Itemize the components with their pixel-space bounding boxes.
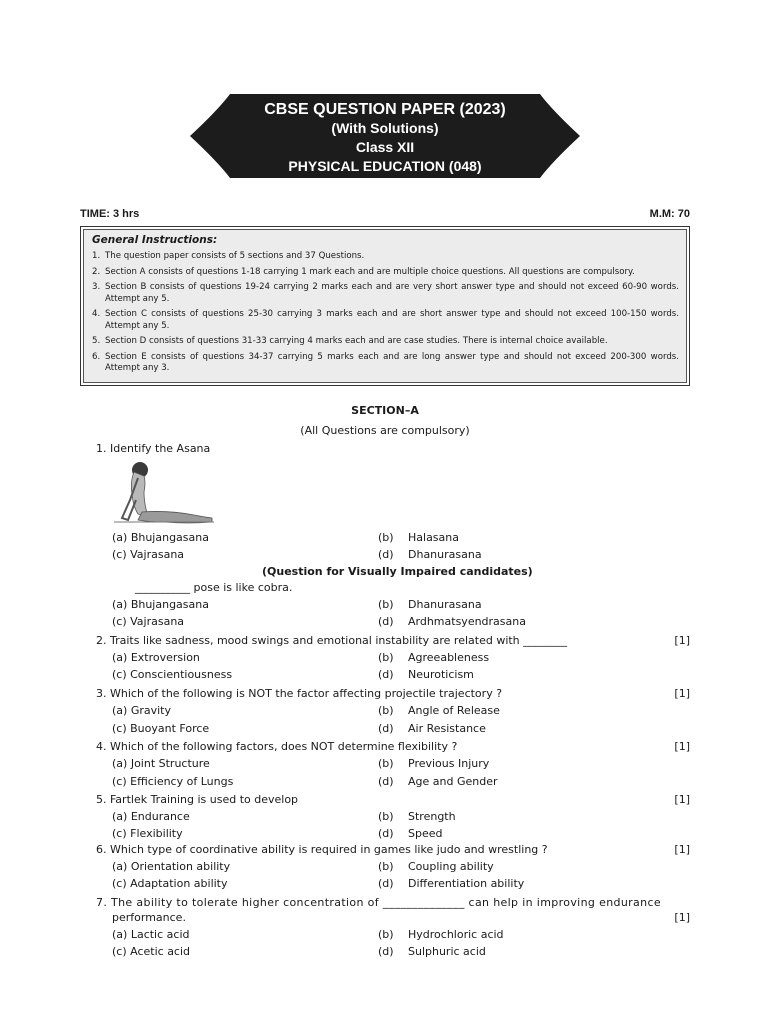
question-2-mark: [1] — [674, 634, 690, 647]
instruction-text: Section E consists of questions 34-37 carrying 5 marks each and are long answer type and should not exceed 200-300 words. Attempt any 3. — [105, 351, 679, 373]
instruction-item — [92, 336, 679, 348]
asana-figure — [108, 460, 218, 530]
q1-vi-option-a: (a) Bhujangasana — [112, 598, 209, 611]
paper-class: Class XII — [355, 139, 415, 155]
q6-option-a: (a) Orientation ability — [112, 860, 231, 873]
q1-vi-option-b: Dhanurasana — [408, 598, 482, 611]
q1-vi-option-b-label: (b) — [378, 598, 394, 611]
q3-option-c: (c) Buoyant Force — [112, 722, 210, 735]
question-7-stem: 7. The ability to tolerate higher concentration of ______________ can help in improving endurance — [96, 896, 661, 909]
instructions-box — [80, 226, 690, 386]
instruction-item — [92, 282, 679, 305]
instruction-item — [92, 352, 679, 375]
q4-option-d: Age and Gender — [408, 775, 498, 788]
q4-option-c: (c) Efficiency of Lungs — [112, 775, 234, 788]
q1-vi-option-d: Ardhmatsyendrasana — [408, 615, 526, 628]
q6-option-d-label: (d) — [378, 877, 394, 890]
q7-option-a: (a) Lactic acid — [112, 928, 190, 941]
q2-option-a: (a) Extroversion — [112, 651, 200, 664]
question-4-mark: [1] — [674, 740, 690, 753]
instruction-text: Section A consists of questions 1-18 carrying 1 mark each and are multiple choice questions. All questions are compulsory. — [105, 266, 635, 277]
instruction-text: Section D consists of questions 31-33 carrying 4 marks each and are case studies. There is internal choice available. — [105, 336, 608, 346]
question-5-mark: [1] — [674, 793, 690, 806]
q1-option-c: (c) Vajrasana — [112, 548, 185, 561]
paper-subtitle: (With Solutions) — [331, 120, 439, 136]
q6-option-d: Differentiation ability — [408, 877, 525, 890]
q6-option-b-label: (b) — [378, 860, 394, 873]
q3-option-d-label: (d) — [378, 722, 394, 735]
q7-option-d: Sulphuric acid — [408, 945, 486, 958]
question-5-stem: 5. Fartlek Training is used to develop — [96, 793, 299, 806]
instruction-item — [92, 251, 679, 263]
q1-option-d: Dhanurasana — [408, 548, 482, 561]
instruction-number: 3. — [92, 282, 101, 292]
q5-option-d: Speed — [408, 827, 443, 840]
q3-option-b-label: (b) — [378, 704, 394, 717]
q2-option-c: (c) Conscientiousness — [112, 668, 233, 681]
q1-vi-option-c: (c) Vajrasana — [112, 615, 185, 628]
question-2-stem: 2. Traits like sadness, mood swings and emotional instability are related with ________ — [96, 634, 568, 647]
question-4-stem: 4. Which of the following factors, does NOT determine flexibility ? — [96, 740, 458, 753]
paper-title: CBSE QUESTION PAPER (2023) — [264, 101, 506, 118]
question-7-stem-cont: performance. — [112, 911, 186, 924]
q3-option-d: Air Resistance — [408, 722, 486, 735]
instructions-list — [92, 251, 679, 375]
instruction-item — [92, 267, 679, 279]
cobra-pose-image — [108, 460, 218, 534]
instruction-text: Section C consists of questions 25-30 carrying 3 marks each and are short answer type and should not exceed 100-150 words. Attempt any 5. — [105, 309, 679, 331]
q5-option-a: (a) Endurance — [112, 810, 190, 823]
max-marks-label: M.M: 70 — [649, 208, 690, 220]
instruction-item — [92, 309, 679, 332]
section-title: SECTION–A — [351, 404, 419, 417]
q1-vi-title: (Question for Visually Impaired candidates) — [262, 565, 533, 578]
instruction-number: 2. — [92, 266, 101, 277]
time-label: TIME: 3 hrs — [80, 208, 140, 220]
q4-option-b: Previous Injury — [408, 757, 490, 770]
q5-option-b-label: (b) — [378, 810, 394, 823]
instruction-number: 4. — [92, 309, 101, 319]
q1-option-a: (a) Bhujangasana — [112, 531, 209, 544]
q6-option-b: Coupling ability — [408, 860, 494, 873]
q3-option-b: Angle of Release — [408, 704, 500, 717]
q6-option-c: (c) Adaptation ability — [112, 877, 228, 890]
paper-subject: PHYSICAL EDUCATION (048) — [288, 158, 482, 174]
q4-option-a: (a) Joint Structure — [112, 757, 210, 770]
instruction-number: 5. — [92, 336, 101, 346]
q5-option-b: Strength — [408, 810, 456, 823]
q2-option-d: Neuroticism — [408, 668, 474, 681]
q2-option-b: Agreeableness — [408, 651, 490, 664]
title-banner — [190, 90, 580, 182]
q5-option-d-label: (d) — [378, 827, 394, 840]
question-3-stem: 3. Which of the following is NOT the factor affecting projectile trajectory ? — [96, 687, 503, 700]
q4-option-d-label: (d) — [378, 775, 394, 788]
q5-option-c: (c) Flexibility — [112, 827, 183, 840]
question-6-mark: [1] — [674, 843, 690, 856]
question-3-mark: [1] — [674, 687, 690, 700]
q7-option-b: Hydrochloric acid — [408, 928, 504, 941]
q7-option-d-label: (d) — [378, 945, 394, 958]
instruction-text: Section B consists of questions 19-24 carrying 2 marks each and are very short answer type and should not exceed 60-90 words. Attempt any 5. — [105, 282, 679, 304]
q1-vi-option-d-label: (d) — [378, 615, 394, 628]
question-1-stem: 1. Identify the Asana — [96, 442, 211, 455]
question-7-mark: [1] — [674, 911, 690, 924]
q4-option-b-label: (b) — [378, 757, 394, 770]
q1-option-b-label: (b) — [378, 531, 394, 544]
instruction-text: The question paper consists of 5 sections and 37 Questions. — [105, 251, 365, 261]
q7-option-c: (c) Acetic acid — [112, 945, 191, 958]
q1-vi-stem: __________ pose is like cobra. — [135, 581, 293, 594]
q2-option-d-label: (d) — [378, 668, 394, 681]
q1-option-b: Halasana — [408, 531, 459, 544]
question-6-stem: 6. Which type of coordinative ability is required in games like judo and wrestling ? — [96, 843, 548, 856]
instruction-number: 6. — [92, 351, 101, 362]
q2-option-b-label: (b) — [378, 651, 394, 664]
q3-option-a: (a) Gravity — [112, 704, 171, 717]
section-subtitle: (All Questions are compulsory) — [300, 424, 470, 437]
q7-option-b-label: (b) — [378, 928, 394, 941]
instruction-number: 1. — [92, 251, 101, 261]
instructions-title: General Instructions: — [92, 234, 218, 246]
q1-option-d-label: (d) — [378, 548, 394, 561]
